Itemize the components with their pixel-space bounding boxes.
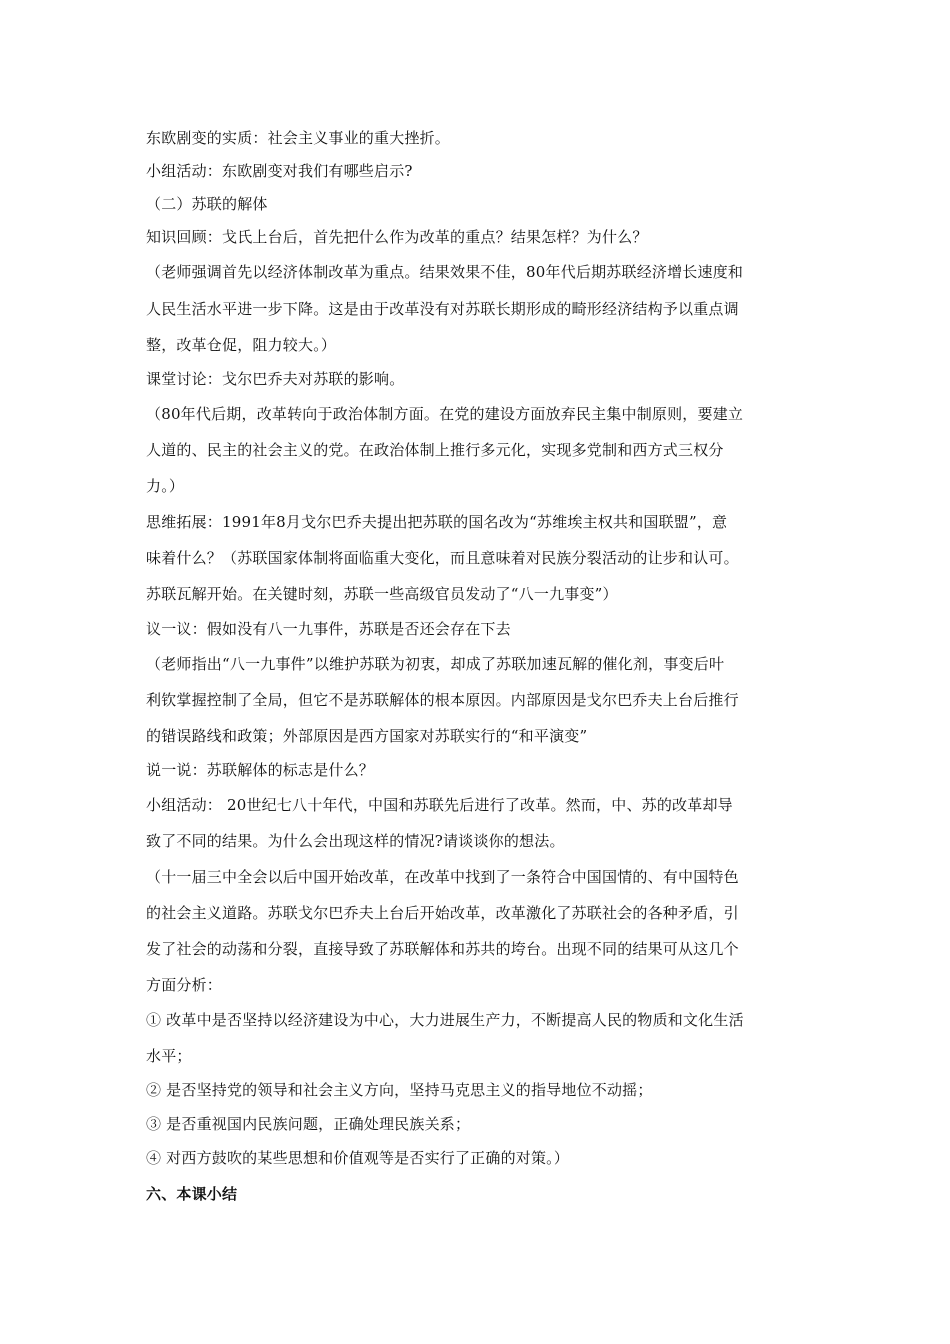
paragraph-line: （老师指出“八一九事件”以维护苏联为初衷，却成了苏联加速瓦解的催化剂，事变后叶 bbox=[146, 655, 725, 673]
paragraph-line: 小组活动： 20世纪七八十年代，中国和苏联先后进行了改革。然而，中、苏的改革却导 bbox=[146, 796, 733, 814]
paragraph-line: 发了社会的动荡和分裂，直接导致了苏联解体和苏共的垮台。出现不同的结果可从这几个 bbox=[146, 940, 739, 958]
list-item: ① 改革中是否坚持以经济建设为中心，大力进展生产力，不断提高人民的物质和文化生活 bbox=[146, 1011, 744, 1029]
paragraph-line: 的错误路线和政策；外部原因是西方国家对苏联实行的“和平演变” bbox=[146, 727, 588, 745]
paragraph-line: 东欧剧变的实质：社会主义事业的重大挫折。 bbox=[146, 129, 451, 147]
paragraph-line: 说一说：苏联解体的标志是什么？ bbox=[146, 761, 375, 779]
paragraph-line: （80年代后期，改革转向于政治体制方面。在党的建设方面放弃民主集中制原则，要建立 bbox=[146, 405, 744, 423]
paragraph-line: 整，改革仓促，阻力较大。） bbox=[146, 336, 337, 354]
paragraph-line: 方面分析： bbox=[146, 976, 223, 994]
list-item-continuation: 水平； bbox=[146, 1047, 192, 1065]
paragraph-line: 的社会主义道路。苏联戈尔巴乔夫上台后开始改革，改革激化了苏联社会的各种矛盾，引 bbox=[146, 904, 739, 922]
section-heading-summary: 六、本课小结 bbox=[146, 1185, 238, 1203]
paragraph-line: （老师强调首先以经济体制改革为重点。结果效果不佳，80年代后期苏联经济增长速度和 bbox=[146, 263, 744, 281]
list-item: ④ 对西方鼓吹的某些思想和价值观等是否实行了正确的对策。） bbox=[146, 1149, 570, 1167]
paragraph-line: 人民生活水平进一步下降。这是由于改革没有对苏联长期形成的畸形经济结构予以重点调 bbox=[146, 300, 739, 318]
list-item: ② 是否坚持党的领导和社会主义方向，坚持马克思主义的指导地位不动摇； bbox=[146, 1081, 653, 1099]
paragraph-line: 味着什么？（苏联国家体制将面临重大变化，而且意味着对民族分裂活动的让步和认可。 bbox=[146, 549, 739, 567]
paragraph-line: 致了不同的结果。为什么会出现这样的情况?请谈谈你的想法。 bbox=[146, 832, 565, 850]
list-item: ③ 是否重视国内民族问题，正确处理民族关系； bbox=[146, 1115, 471, 1133]
paragraph-line: 力。） bbox=[146, 477, 185, 495]
paragraph-line: 利钦掌握控制了全局，但它不是苏联解体的根本原因。内部原因是戈尔巴乔夫上台后推行 bbox=[146, 691, 739, 709]
paragraph-line: 课堂讨论：戈尔巴乔夫对苏联的影响。 bbox=[146, 370, 405, 388]
section-heading: （二）苏联的解体 bbox=[146, 195, 268, 213]
paragraph-line: 人道的、民主的社会主义的党。在政治体制上推行多元化，实现多党制和西方式三权分 bbox=[146, 441, 724, 459]
paragraph-line: 苏联瓦解开始。在关键时刻，苏联一些高级官员发动了“八一九事变”） bbox=[146, 585, 618, 603]
paragraph-line: 知识回顾：戈氏上台后，首先把什么作为改革的重点？结果怎样？为什么？ bbox=[146, 228, 648, 246]
paragraph-line: （十一届三中全会以后中国开始改革，在改革中找到了一条符合中国国情的、有中国特色 bbox=[146, 868, 739, 886]
paragraph-line: 小组活动：东欧剧变对我们有哪些启示? bbox=[146, 162, 413, 180]
paragraph-line: 议一议：假如没有八一九事件，苏联是否还会存在下去 bbox=[146, 620, 511, 638]
paragraph-line: 思维拓展：1991年8月戈尔巴乔夫提出把苏联的国名改为“苏维埃主权共和国联盟”，意 bbox=[146, 513, 728, 531]
